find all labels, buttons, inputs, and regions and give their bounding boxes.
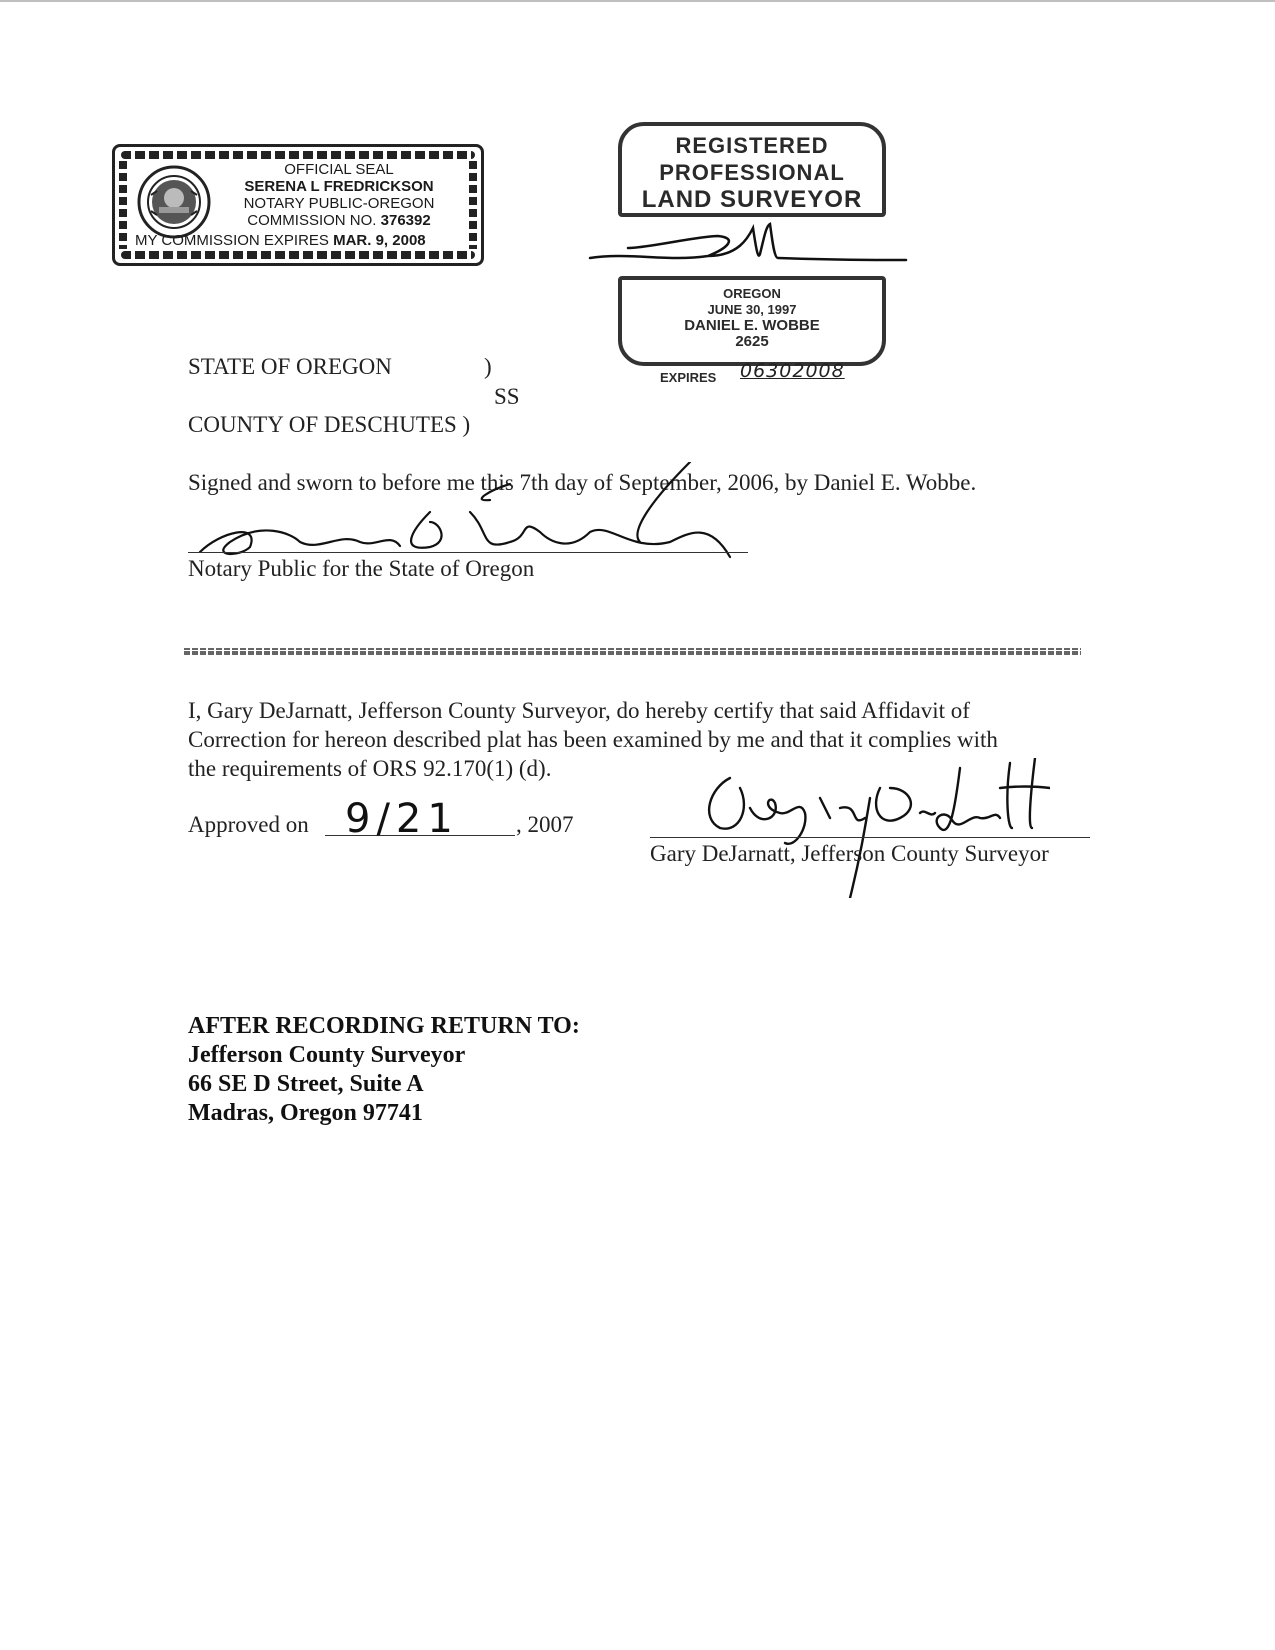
approved-date-handwritten: 9/21 [345, 796, 459, 842]
stamp-registered: REGISTERED [675, 133, 829, 158]
seal-border-right [469, 161, 477, 249]
stamp-surveyor-name: DANIEL E. WOBBE [684, 317, 820, 334]
surveyor-stamp-bottom [618, 276, 886, 366]
commission-label: COMMISSION NO. [247, 212, 381, 229]
venue-county: COUNTY OF DESCHUTES ) [188, 412, 471, 437]
surveyor-stamp-details [622, 286, 882, 350]
stamp-land-surveyor: LAND SURVEYOR [641, 186, 863, 213]
certification-line-2: Correction for hereon described plat has been examined by me and that it complies with [188, 727, 998, 752]
seal-border-bottom [121, 251, 475, 259]
surveyor-stamp-top [618, 122, 886, 217]
approved-year: , 2007 [516, 812, 574, 837]
venue-state-paren: ) [484, 354, 492, 379]
commission-expiration [135, 232, 463, 249]
certification-line-3: the requirements of ORS 92.170(1) (d). [188, 756, 552, 781]
notary-signature-line [188, 552, 748, 553]
seal-border-top [121, 151, 475, 159]
scan-edge [0, 0, 1275, 2]
expiration-label: MY COMMISSION EXPIRES [135, 232, 334, 249]
notary-signature [190, 462, 760, 562]
venue-ss: SS [494, 384, 520, 409]
stamp-professional: PROFESSIONAL [659, 160, 845, 185]
notary-title: NOTARY PUBLIC-OREGON [243, 195, 435, 212]
surveyor-approval-signature [690, 758, 1050, 898]
expiration-date: MAR. 9, 2008 [333, 232, 426, 249]
stamp-expires-date: 06302008 [740, 360, 845, 382]
surveyor-signature-line [650, 837, 1090, 838]
return-address [188, 1012, 580, 1128]
notary-official-seal [112, 144, 484, 266]
stamp-expires-label: EXPIRES [660, 370, 717, 385]
notary-name: SERENA L FREDRICKSON [244, 178, 434, 195]
section-divider [184, 648, 1081, 655]
oregon-state-seal-icon [137, 165, 211, 239]
stamp-state: OREGON [723, 286, 781, 301]
jurat-text: Signed and sworn to before me this 7th day of September, 2006, by Daniel E. Wobbe. [188, 470, 977, 495]
seal-title: OFFICIAL SEAL [284, 161, 394, 178]
stamp-registration-date: JUNE 30, 1997 [707, 302, 797, 317]
surveyor-signature [588, 218, 908, 278]
surveyor-caption: Gary DeJarnatt, Jefferson County Surveyor [650, 841, 1049, 866]
commission-value: 376392 [380, 212, 431, 229]
return-heading: AFTER RECORDING RETURN TO: [188, 1013, 580, 1039]
surveyor-stamp-title [622, 132, 882, 213]
notary-seal-text [215, 161, 463, 229]
certification-line-1: I, Gary DeJarnatt, Jefferson County Surveyor, do hereby certify that said Affidavit of [188, 698, 970, 723]
return-line-2: 66 SE D Street, Suite A [188, 1071, 424, 1097]
venue-state: STATE OF OREGON [188, 354, 392, 379]
return-line-1: Jefferson County Surveyor [188, 1042, 466, 1068]
approved-label: Approved on [188, 812, 309, 837]
return-line-3: Madras, Oregon 97741 [188, 1100, 423, 1126]
seal-border-left [119, 161, 127, 249]
stamp-license-number: 2625 [735, 333, 769, 350]
notary-caption: Notary Public for the State of Oregon [188, 556, 535, 581]
commission-number [215, 212, 463, 229]
